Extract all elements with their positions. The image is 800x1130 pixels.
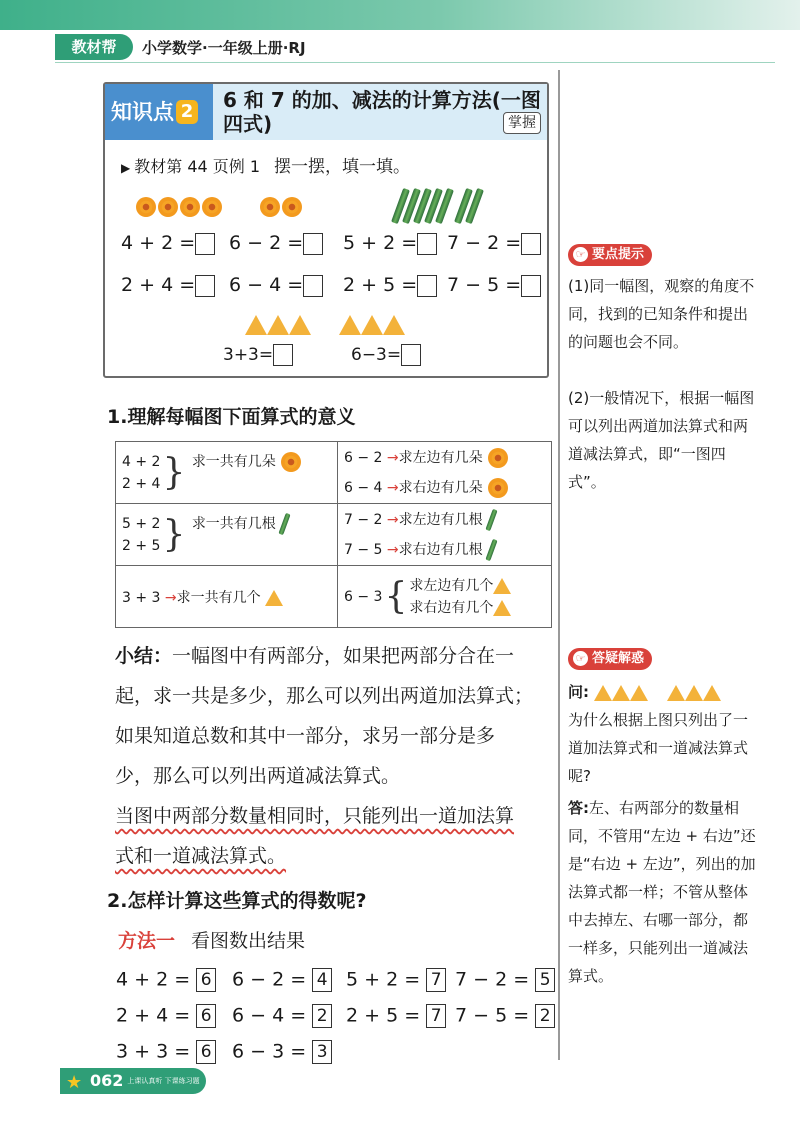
- row-text: 求一共有几个: [176, 589, 261, 606]
- pointing-hand-icon: ☞: [573, 651, 588, 666]
- triangle-icon: [339, 315, 361, 335]
- answer-text: 左、右两部分的数量相同，不管用“左边 + 右边”还是“右边 + 左边”，列出的加法算式都一样；不管从整体中去掉左、右哪一部分，都一样多，只能列出一道减法算式。: [568, 799, 756, 985]
- answer-blank[interactable]: [303, 275, 323, 297]
- brace-icon: }: [162, 513, 186, 555]
- answer-blank[interactable]: [521, 275, 541, 297]
- answer-equation: 7 − 2 = 5: [455, 968, 555, 992]
- knowledge-number: 2: [176, 100, 198, 124]
- question-label: 问:: [568, 683, 589, 701]
- table-cell: 3 + 3 →求一共有几个: [116, 566, 338, 628]
- stick-icon: [279, 512, 291, 534]
- table-row: [116, 442, 552, 504]
- arrow-icon: →: [386, 511, 399, 528]
- answer-blank[interactable]: [273, 344, 293, 366]
- answer-equation: 6 − 2 = 4: [232, 968, 332, 992]
- question-block: [568, 678, 758, 790]
- knowledge-header: [105, 84, 547, 140]
- section2-heading: 2.怎样计算这些算式的得数呢?: [107, 890, 367, 912]
- answer-label: 答:: [568, 799, 589, 817]
- answer-equation: 7 − 5 = 2: [455, 1004, 555, 1028]
- flower-icon: [135, 196, 157, 218]
- row-text: 求一共有几根: [191, 515, 276, 532]
- flower-group-right: [259, 196, 303, 218]
- meaning-table: [115, 441, 552, 628]
- equation: 6 − 4 =: [229, 274, 323, 297]
- page-header: [0, 34, 800, 62]
- arrow-icon: →: [386, 541, 399, 558]
- knowledge-label: [105, 84, 213, 140]
- stick-icon: [485, 538, 497, 560]
- arrow-icon: →: [164, 589, 177, 606]
- triangle-icon: [703, 685, 721, 701]
- triangle-icon: [383, 315, 405, 335]
- equation: 6−3=: [351, 344, 421, 366]
- column-divider: [558, 70, 560, 1060]
- triangle-icon: [289, 315, 311, 335]
- flower-icon: [201, 196, 223, 218]
- triangle-group-right: [339, 314, 405, 335]
- triangle-group-left: [245, 314, 311, 335]
- equation: 5 + 2 =: [343, 232, 437, 255]
- brace-icon: {: [384, 575, 408, 617]
- triangle-icon: [267, 315, 289, 335]
- arrow-icon: →: [386, 449, 399, 466]
- brace-icon: }: [162, 451, 186, 493]
- answer-blank[interactable]: [417, 233, 437, 255]
- table-cell: [116, 442, 338, 504]
- equation: 7 − 5 =: [447, 274, 541, 297]
- pointing-hand-icon: ☞: [573, 247, 588, 262]
- flower-icon: [179, 196, 201, 218]
- arrow-icon: →: [386, 479, 399, 496]
- question-text: 为什么根据上图只列出了一道加法算式和一道减法算式呢?: [568, 711, 749, 785]
- flower-icon: [487, 477, 509, 499]
- tip-1: (1)同一幅图，观察的角度不同，找到的已知条件和提出的问题也会不同。: [568, 277, 755, 351]
- stick-icon: [485, 508, 497, 530]
- answer-blank[interactable]: [303, 233, 323, 255]
- answer-equation: 6 − 3 = 3: [232, 1040, 332, 1064]
- triangle-icon: [245, 315, 267, 335]
- triangle-bullet-icon: ▶: [121, 161, 131, 175]
- triangle-icon: [667, 685, 685, 701]
- qa-tag: ☞ 答疑解惑: [568, 648, 652, 670]
- row-text: 求一共有几朵: [191, 453, 276, 470]
- table-cell: 6 − 3 { 求左边有几个 求右边有几个: [338, 566, 552, 628]
- top-decor-band: [0, 0, 800, 30]
- flower-icon: [487, 447, 509, 469]
- answer-blank[interactable]: [195, 275, 215, 297]
- equation: 7 − 2 =: [447, 232, 541, 255]
- answer-equation: 3 + 3 = 6: [116, 1040, 216, 1064]
- example-line: [121, 152, 410, 177]
- triangle-icon: [265, 590, 283, 606]
- sum-brace: 5 + 2 2 + 5 }: [122, 513, 186, 555]
- table-cell: [116, 504, 338, 566]
- page-number-badge: ★ 062 上课认真听 下课练习题: [60, 1068, 206, 1094]
- table-cell: 6 − 2 →求左边有几朵 6 − 4 →求右边有几朵: [338, 442, 552, 504]
- footer-tagline: 上课认真听 下课练习题: [127, 1077, 200, 1085]
- triangle-icon: [493, 600, 511, 616]
- triangle-icon: [594, 685, 612, 701]
- equation: 4 + 2 =: [121, 232, 215, 255]
- level-badge: 掌握: [503, 112, 541, 134]
- method-label: 方法一: [118, 930, 176, 952]
- flower-group-left: [135, 196, 223, 218]
- summary-block: 小结：一幅图中有两部分，如果把两部分合在一 起，求一共是多少，那么可以列出两道加法算式； 如果知道总数和其中一部分，求另一部分是多 少，那么可以列出两道减法算式。 当图中两部分数量相同时，只能列出一道加法算 式和一道减法算式。: [115, 636, 555, 876]
- brand-tag: 教材帮: [55, 34, 133, 60]
- knowledge-title: 6 和 7 的加、减法的计算方法(一图四式): [223, 88, 541, 136]
- knowledge-label-text: 知识点: [111, 100, 174, 124]
- method-line: [118, 926, 305, 953]
- knowledge-box: [103, 82, 549, 378]
- header-divider: [55, 62, 775, 63]
- flower-icon: [157, 196, 179, 218]
- summary-label: 小结：: [115, 645, 173, 667]
- answer-equation: 4 + 2 = 6: [116, 968, 216, 992]
- table-row: [116, 504, 552, 566]
- equation: 2 + 4 =: [121, 274, 215, 297]
- triangle-icon: [361, 315, 383, 335]
- triangle-icon: [612, 685, 630, 701]
- star-icon: ★: [66, 1072, 83, 1093]
- tip-tag: ☞ 要点提示: [568, 244, 652, 266]
- answer-blank[interactable]: [521, 233, 541, 255]
- answer-equation: 5 + 2 = 7: [346, 968, 446, 992]
- section1-heading: 1.理解每幅图下面算式的意义: [107, 406, 356, 428]
- triangle-icon: [630, 685, 648, 701]
- answer-blank[interactable]: [195, 233, 215, 255]
- flower-icon: [281, 196, 303, 218]
- answer-blank[interactable]: [417, 275, 437, 297]
- book-title: 小学数学·一年级上册·RJ: [142, 39, 306, 57]
- sum-brace: 4 + 2 2 + 4 }: [122, 451, 186, 493]
- example-ref: 教材第 44 页例 1: [134, 157, 261, 176]
- equation: 6 − 2 =: [229, 232, 323, 255]
- example-task: 摆一摆，填一填。: [274, 157, 411, 177]
- triangle-icon: [685, 685, 703, 701]
- table-row: [116, 566, 552, 628]
- flower-icon: [259, 196, 281, 218]
- answer-equation: 2 + 5 = 7: [346, 1004, 446, 1028]
- equation: 3+3=: [223, 344, 293, 366]
- table-cell: 7 − 2 →求左边有几根 7 − 5 →求右边有几根: [338, 504, 552, 566]
- stick-group: [395, 188, 480, 224]
- answer-equation: 2 + 4 = 6: [116, 1004, 216, 1028]
- equation: 2 + 5 =: [343, 274, 437, 297]
- highlight-note: 当图中两部分数量相同时，只能列出一道加法算: [115, 805, 515, 827]
- answer-blank[interactable]: [401, 344, 421, 366]
- triangle-icon: [493, 578, 511, 594]
- tip-2: (2)一般情况下，根据一幅图可以列出两道加法算式和两道减法算式，即“一图四式”。: [568, 389, 755, 491]
- method-text: 看图数出结果: [191, 930, 306, 952]
- answer-equation: 6 − 4 = 2: [232, 1004, 332, 1028]
- answer-block: [568, 794, 758, 990]
- flower-icon: [280, 451, 302, 473]
